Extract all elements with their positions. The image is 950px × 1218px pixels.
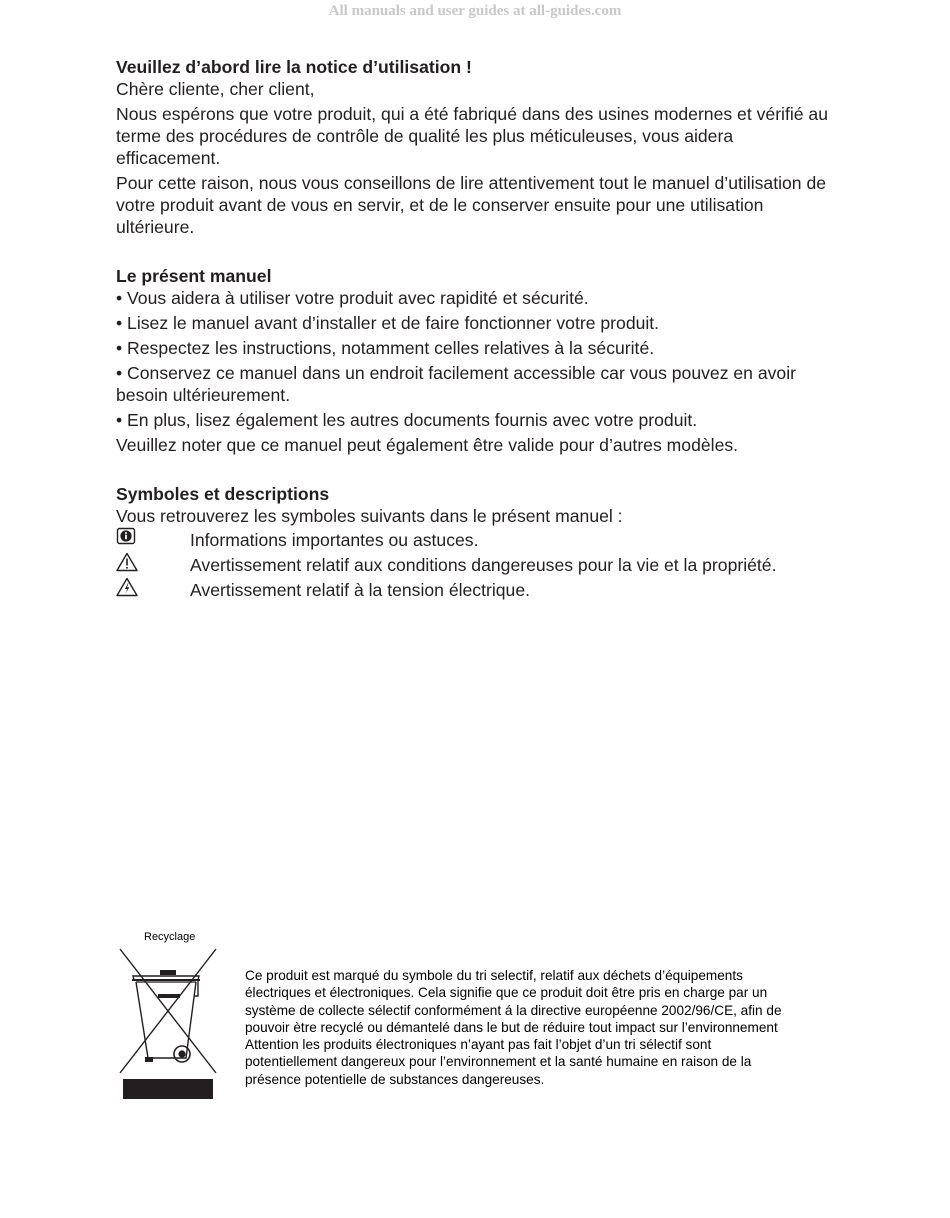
greeting: Chère cliente, cher client, <box>116 79 315 99</box>
recycling-notice: Ce produit est marqué du symbole du tri selectif, relatif aux déchets d’équipements électriques et électroniques. Cela signifie que ce produit doit être pris en charge par un système de collecte sélectif conformément á la directive européenne 2002/96/CE, afin de pouvoir ètre recyclé ou démantelé dans le but de réduire tout impact sur l’environnement Attention les produits électroniques n’ayant pas fait l’objet d’un tri sélectif sont potentiellement dangereux pour l’environnement et la santé humaine en raison de la présence potentielle de substances dangereuses. <box>245 968 782 1087</box>
manual-bullet: • Vous aidera à utiliser votre produit avec rapidité et sécurité. <box>116 288 589 308</box>
intro-heading: Veuillez d’abord lire la notice d’utilisation ! <box>116 57 472 77</box>
manual-bullet: • Conservez ce manuel dans un endroit facilement accessible car vous pouvez en avoir besoin ultérieurement. <box>116 363 796 405</box>
intro-paragraph-2: Pour cette raison, nous vous conseillons de lire attentivement tout le manuel d’utilisation de votre produit avant de vous en servir, et de le conserver ensuite pour une utilisation ultérieure. <box>116 173 827 237</box>
warning-icon <box>116 552 138 572</box>
symbol-description: Avertissement relatif aux conditions dangereuses pour la vie et la propriété. <box>190 555 777 575</box>
electric-warning-icon <box>116 577 138 597</box>
symbol-row-info <box>116 527 828 552</box>
symbols-intro: Vous retrouverez les symboles suivants dans le présent manuel : <box>116 506 623 526</box>
symbol-row-electric <box>116 577 828 602</box>
crossed-bin-icon <box>116 946 220 1100</box>
symbols-heading: Symboles et descriptions <box>116 484 330 504</box>
manual-heading: Le présent manuel <box>116 266 272 286</box>
manual-bullet: • En plus, lisez également les autres documents fournis avec votre produit. <box>116 410 698 430</box>
symbol-row-warning <box>116 552 828 577</box>
intro-paragraph-1: Nous espérons que votre produit, qui a été fabriqué dans des usines modernes et vérifié au terme des procédures de contrôle de qualité les plus méticuleuses, vous aidera efficacement. <box>116 104 829 168</box>
symbol-description: Avertissement relatif à la tension électrique. <box>190 580 530 600</box>
recycling-caption: Recyclage <box>144 931 196 943</box>
manual-bullet: • Respectez les instructions, notamment celles relatives à la sécurité. <box>116 338 655 358</box>
manual-note: Veuillez noter que ce manuel peut également être valide pour d’autres modèles. <box>116 435 739 455</box>
info-icon <box>116 527 138 547</box>
symbol-description: Informations importantes ou astuces. <box>190 530 479 550</box>
manual-page-content <box>116 56 828 602</box>
manual-bullet: • Lisez le manuel avant d’installer et de faire fonctionner votre produit. <box>116 313 660 333</box>
watermark: All manuals and user guides at all-guides.com <box>328 3 622 19</box>
